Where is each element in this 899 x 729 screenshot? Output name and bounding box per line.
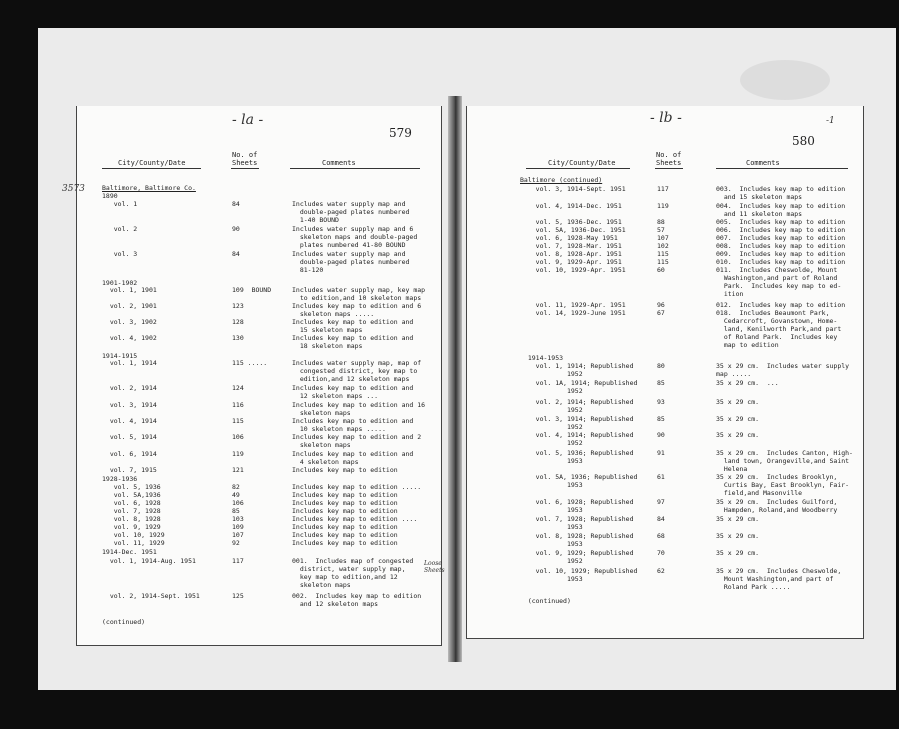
right-row-sheets: 62	[657, 567, 665, 575]
right-row-city: 1953	[520, 481, 583, 489]
right-row-comment: 005. Includes key map to edition	[716, 218, 846, 226]
right-row-sheets: 85	[657, 379, 665, 387]
left-page-number: 579	[389, 126, 412, 140]
right-row-city: vol. 9, 1929-Apr. 1951	[520, 258, 622, 266]
right-row-comment: 35 x 29 cm.	[716, 415, 760, 423]
right-row-sheets: 60	[657, 266, 665, 274]
right-row-comment: land, Kenilworth Park,and part	[716, 325, 842, 333]
right-row-city: 1953	[520, 457, 583, 465]
left-row-city: 1890	[102, 192, 118, 200]
left-row-comment: Includes key map to edition and 2	[292, 433, 422, 441]
right-row-comment: 35 x 29 cm. Includes Guilford,	[716, 498, 838, 506]
right-row-city: 1952	[520, 387, 583, 395]
right-row-comment: map .....	[716, 370, 752, 378]
left-row-city: vol. 2, 1901	[102, 302, 157, 310]
left-row-comment: Includes key map to edition ....	[292, 515, 418, 523]
right-page-number: 580	[792, 134, 815, 148]
left-row-city: vol. 5A,1936	[102, 491, 161, 499]
right-row-comment: 35 x 29 cm.	[716, 532, 760, 540]
left-row-comment: Includes key map to edition and	[292, 450, 414, 458]
right-row-city: vol. 4, 1914; Republished	[520, 431, 634, 439]
right-row-city: vol. 1, 1914; Republished	[520, 362, 634, 370]
right-row-city: vol. 5, 1936; Republished	[520, 449, 634, 457]
right-row-sheets: 80	[657, 362, 665, 370]
left-row-city: vol. 9, 1929	[102, 523, 161, 531]
right-row-comment: Curtis Bay, East Brooklyn, Fair-	[716, 481, 850, 489]
left-row-comment: double-paged plates numbered	[292, 258, 410, 266]
right-row-comment: 35 x 29 cm. Includes Cheswolde,	[716, 567, 842, 575]
right-row-sheets: 57	[657, 226, 665, 234]
left-row-sheets: 49	[232, 491, 240, 499]
right-row-comment: Washington,and part of Roland	[716, 274, 838, 282]
right-row-comment: 007. Includes key map to edition	[716, 234, 846, 242]
left-row-comment: plates numbered 41-80 BOUND	[292, 241, 406, 249]
right-row-city: vol. 4, 1914-Dec. 1951	[520, 202, 622, 210]
left-row-sheets: 84	[232, 200, 240, 208]
right-row-sheets: 68	[657, 532, 665, 540]
right-row-city: vol. 3, 1914; Republished	[520, 415, 634, 423]
left-row-city: vol. 3	[102, 250, 138, 258]
right-row-comment: 003. Includes key map to edition	[716, 185, 846, 193]
right-header-rule-sheets	[655, 168, 683, 169]
book-gutter	[448, 96, 462, 662]
left-row-comment: 12 skeleton maps ...	[292, 392, 379, 400]
right-row-comment: 004. Includes key map to edition	[716, 202, 846, 210]
left-row-sheets: 116	[232, 401, 244, 409]
left-row-city: vol. 5, 1936	[102, 483, 161, 491]
left-row-city: vol. 6, 1914	[102, 450, 157, 458]
left-row-comment: Includes water supply map and	[292, 200, 406, 208]
left-page-mark: - la -	[232, 112, 264, 128]
right-row-comment: Park. Includes key map to ed-	[716, 282, 842, 290]
right-row-comment: Cedarcroft, Govanstown, Home-	[716, 317, 838, 325]
scan-smudge	[740, 60, 830, 100]
right-row-comment: 018. Includes Beaumont Park,	[716, 309, 830, 317]
left-header-rule-sheets	[231, 168, 259, 169]
right-row-city: 1914-1953	[520, 354, 564, 362]
left-row-city: vol. 6, 1928	[102, 499, 161, 507]
right-row-comment: of Roland Park. Includes key	[716, 333, 838, 341]
right-row-city: vol. 7, 1928-Mar. 1951	[520, 242, 622, 250]
right-row-comment: 35 x 29 cm.	[716, 431, 760, 439]
left-row-sheets: 90	[232, 225, 240, 233]
left-row-sheets: 109 BOUND	[232, 286, 272, 294]
right-row-sheets: 70	[657, 549, 665, 557]
left-row-comment: Includes key map to edition and	[292, 318, 414, 326]
left-row-comment: Includes key map to edition	[292, 491, 398, 499]
left-row-city: vol. 4, 1914	[102, 417, 157, 425]
left-row-comment: Includes key map to edition and 6	[292, 302, 422, 310]
right-row-comment: 35 x 29 cm. Includes Brooklyn,	[716, 473, 838, 481]
margin-note-loose-sheets: Loose Sheets	[424, 560, 445, 574]
right-col-header-comments: Comments	[746, 159, 780, 167]
left-col-header-sheets: No. of Sheets	[232, 151, 258, 167]
right-row-sheets: 67	[657, 309, 665, 317]
left-row-comment: Includes key map to edition	[292, 523, 398, 531]
right-row-city: vol. 10, 1929; Republished	[520, 567, 638, 575]
right-row-city: 1953	[520, 540, 583, 548]
right-corner-mark: -1	[826, 116, 835, 126]
left-row-comment: double-paged plates numbered	[292, 208, 410, 216]
right-row-city: vol. 8, 1928; Republished	[520, 532, 634, 540]
right-row-city: vol. 5A, 1936; Republished	[520, 473, 638, 481]
left-row-sheets: 84	[232, 250, 240, 258]
right-row-city: vol. 10, 1929-Apr. 1951	[520, 266, 626, 274]
right-row-city: 1953	[520, 506, 583, 514]
left-row-comment: 10 skeleton maps .....	[292, 425, 386, 433]
right-row-sheets: 91	[657, 449, 665, 457]
left-row-comment: Includes water supply map, key map	[292, 286, 426, 294]
left-row-sheets: 82	[232, 483, 240, 491]
left-row-sheets: 117	[232, 557, 244, 565]
right-row-sheets: 93	[657, 398, 665, 406]
right-row-comment: 35 x 29 cm. ...	[716, 379, 779, 387]
right-row-comment: 010. Includes key map to edition	[716, 258, 846, 266]
right-row-comment: and 15 skeleton maps	[716, 193, 803, 201]
left-row-comment: Includes key map to edition	[292, 499, 398, 507]
left-row-sheets: 119	[232, 450, 244, 458]
left-row-sheets: 106	[232, 499, 244, 507]
right-row-comment: 35 x 29 cm.	[716, 549, 760, 557]
left-row-sheets: 128	[232, 318, 244, 326]
left-row-city: (continued)	[102, 618, 146, 626]
left-row-city: vol. 10, 1929	[102, 531, 165, 539]
right-row-comment: Roland Park .....	[716, 583, 791, 591]
right-row-sheets: 61	[657, 473, 665, 481]
right-row-city: Baltimore (continued)	[520, 176, 603, 184]
left-col-header-city: City/County/Date	[118, 159, 186, 167]
right-row-city: 1952	[520, 370, 583, 378]
left-row-city: vol. 2, 1914-Sept. 1951	[102, 592, 200, 600]
left-row-comment: Includes key map to edition and	[292, 334, 414, 342]
left-row-city: vol. 3, 1914	[102, 401, 157, 409]
right-row-sheets: 84	[657, 515, 665, 523]
left-row-comment: Includes key map to edition	[292, 507, 398, 515]
right-row-comment: 006. Includes key map to edition	[716, 226, 846, 234]
right-row-city: (continued)	[520, 597, 571, 605]
left-row-comment: key map to edition,and 12	[292, 573, 398, 581]
left-row-sheets: 85	[232, 507, 240, 515]
left-row-city: vol. 2, 1914	[102, 384, 157, 392]
left-row-comment: skeleton maps	[292, 581, 351, 589]
left-row-comment: 001. Includes map of congested	[292, 557, 414, 565]
right-row-city: vol. 5, 1936-Dec. 1951	[520, 218, 622, 226]
right-row-city: vol. 6, 1928-May 1951	[520, 234, 618, 242]
left-row-sheets: 115	[232, 417, 244, 425]
left-row-comment: 002. Includes key map to edition	[292, 592, 422, 600]
left-row-comment: Includes key map to edition	[292, 539, 398, 547]
right-page-mark: - lb -	[650, 110, 682, 126]
right-row-sheets: 115	[657, 250, 669, 258]
right-row-city: 1952	[520, 557, 583, 565]
right-row-city: vol. 5A, 1936-Dec. 1951	[520, 226, 626, 234]
left-row-comment: district, water supply map,	[292, 565, 406, 573]
right-row-comment: Hampden, Roland,and Woodberry	[716, 506, 838, 514]
left-row-comment: 81-120	[292, 266, 324, 274]
right-row-city: 1953	[520, 575, 583, 583]
right-row-comment: ition	[716, 290, 744, 298]
right-row-comment: 35 x 29 cm. Includes water supply	[716, 362, 850, 370]
left-row-city: vol. 3, 1902	[102, 318, 157, 326]
right-row-city: 1952	[520, 439, 583, 447]
left-row-city: 1928-1936	[102, 475, 138, 483]
left-row-comment: Includes water supply map, map of	[292, 359, 422, 367]
left-row-city: 1914-1915	[102, 352, 138, 360]
left-row-comment: skeleton maps	[292, 441, 351, 449]
left-row-city: vol. 1, 1914	[102, 359, 157, 367]
right-row-sheets: 119	[657, 202, 669, 210]
left-row-comment: skeleton maps	[292, 409, 351, 417]
right-row-city: 1952	[520, 423, 583, 431]
left-header-rule-city	[102, 168, 201, 169]
left-row-city: vol. 8, 1928	[102, 515, 161, 523]
right-row-sheets: 107	[657, 234, 669, 242]
right-row-comment: 009. Includes key map to edition	[716, 250, 846, 258]
right-row-comment: 35 x 29 cm.	[716, 515, 760, 523]
left-row-city: vol. 1, 1901	[102, 286, 157, 294]
right-row-comment: Helena	[716, 465, 748, 473]
right-row-sheets: 90	[657, 431, 665, 439]
left-row-comment: Includes key map to edition and	[292, 384, 414, 392]
right-row-city: vol. 14, 1929-June 1951	[520, 309, 626, 317]
left-row-sheets: 107	[232, 531, 244, 539]
left-row-comment: 18 skeleton maps	[292, 342, 363, 350]
right-row-sheets: 88	[657, 218, 665, 226]
right-row-comment: 35 x 29 cm. Includes Canton, High-	[716, 449, 853, 457]
left-row-sheets: 123	[232, 302, 244, 310]
left-row-sheets: 103	[232, 515, 244, 523]
right-row-city: 1953	[520, 523, 583, 531]
left-col-header-comments: Comments	[322, 159, 356, 167]
left-row-sheets: 125	[232, 592, 244, 600]
right-row-sheets: 85	[657, 415, 665, 423]
right-row-comment: 011. Includes Cheswolde, Mount	[716, 266, 838, 274]
right-row-city: vol. 11, 1929-Apr. 1951	[520, 301, 626, 309]
left-row-comment: Includes key map to edition	[292, 531, 398, 539]
left-row-comment: and 12 skeleton maps	[292, 600, 379, 608]
right-header-rule-comments	[716, 168, 848, 169]
right-row-city: vol. 2, 1914; Republished	[520, 398, 634, 406]
right-row-comment: map to edition	[716, 341, 779, 349]
right-row-city: vol. 9, 1929; Republished	[520, 549, 634, 557]
left-row-comment: to edition,and 10 skeleton maps	[292, 294, 422, 302]
right-row-sheets: 97	[657, 498, 665, 506]
left-row-comment: congested district, key map to	[292, 367, 418, 375]
left-row-comment: Includes water supply map and 6	[292, 225, 414, 233]
left-row-city: 1914-Dec. 1951	[102, 548, 157, 556]
left-row-comment: Includes water supply map and	[292, 250, 406, 258]
left-row-city: vol. 11, 1929	[102, 539, 165, 547]
left-row-city: vol. 4, 1902	[102, 334, 157, 342]
right-row-comment: and 11 skeleton maps	[716, 210, 803, 218]
left-row-comment: Includes key map to edition .....	[292, 483, 422, 491]
left-row-comment: Includes key map to edition and 16	[292, 401, 426, 409]
right-row-city: vol. 3, 1914-Sept. 1951	[520, 185, 626, 193]
right-row-city: vol. 7, 1928; Republished	[520, 515, 634, 523]
right-row-comment: 012. Includes key map to edition	[716, 301, 846, 309]
left-row-city: vol. 1, 1914-Aug. 1951	[102, 557, 196, 565]
left-row-comment: 4 skeleton maps	[292, 458, 359, 466]
left-row-sheets: 92	[232, 539, 240, 547]
left-row-comment: Includes key map to edition	[292, 466, 398, 474]
left-row-sheets: 106	[232, 433, 244, 441]
right-row-city: vol. 6, 1928; Republished	[520, 498, 634, 506]
left-row-city: vol. 7, 1928	[102, 507, 161, 515]
left-header-rule-comments	[290, 168, 420, 169]
right-row-comment: 35 x 29 cm.	[716, 398, 760, 406]
right-row-sheets: 102	[657, 242, 669, 250]
left-row-city: 1901-1902	[102, 279, 138, 287]
left-row-sheets: 124	[232, 384, 244, 392]
right-row-comment: Mount Washington,and part of	[716, 575, 834, 583]
left-row-comment: 15 skeleton maps	[292, 326, 363, 334]
right-row-comment: 008. Includes key map to edition	[716, 242, 846, 250]
right-row-comment: land town, Orangeville,and Saint	[716, 457, 850, 465]
left-row-city: vol. 2	[102, 225, 138, 233]
left-row-sheets: 121	[232, 466, 244, 474]
left-row-comment: skeleton maps and double-paged	[292, 233, 418, 241]
right-col-header-sheets: No. of Sheets	[656, 151, 682, 167]
right-row-comment: field,and Masonville	[716, 489, 803, 497]
left-row-sheets: 115 .....	[232, 359, 268, 367]
right-row-city: vol. 1A, 1914; Republished	[520, 379, 638, 387]
right-row-sheets: 115	[657, 258, 669, 266]
right-row-sheets: 96	[657, 301, 665, 309]
left-row-city: Baltimore, Baltimore Co.	[102, 184, 196, 192]
left-row-city: vol. 1	[102, 200, 138, 208]
left-row-comment: skeleton maps .....	[292, 310, 375, 318]
right-row-city: vol. 8, 1928-Apr. 1951	[520, 250, 622, 258]
left-row-comment: 1-40 BOUND	[292, 216, 339, 224]
margin-id-number: 3573	[62, 184, 85, 194]
left-row-comment: Includes key map to edition and	[292, 417, 414, 425]
left-row-sheets: 130	[232, 334, 244, 342]
left-row-city: vol. 5, 1914	[102, 433, 157, 441]
right-row-sheets: 117	[657, 185, 669, 193]
right-row-city: 1952	[520, 406, 583, 414]
right-header-rule-city	[526, 168, 630, 169]
right-col-header-city: City/County/Date	[548, 159, 616, 167]
left-row-comment: edition,and 12 skeleton maps	[292, 375, 410, 383]
left-row-city: vol. 7, 1915	[102, 466, 157, 474]
left-row-sheets: 109	[232, 523, 244, 531]
